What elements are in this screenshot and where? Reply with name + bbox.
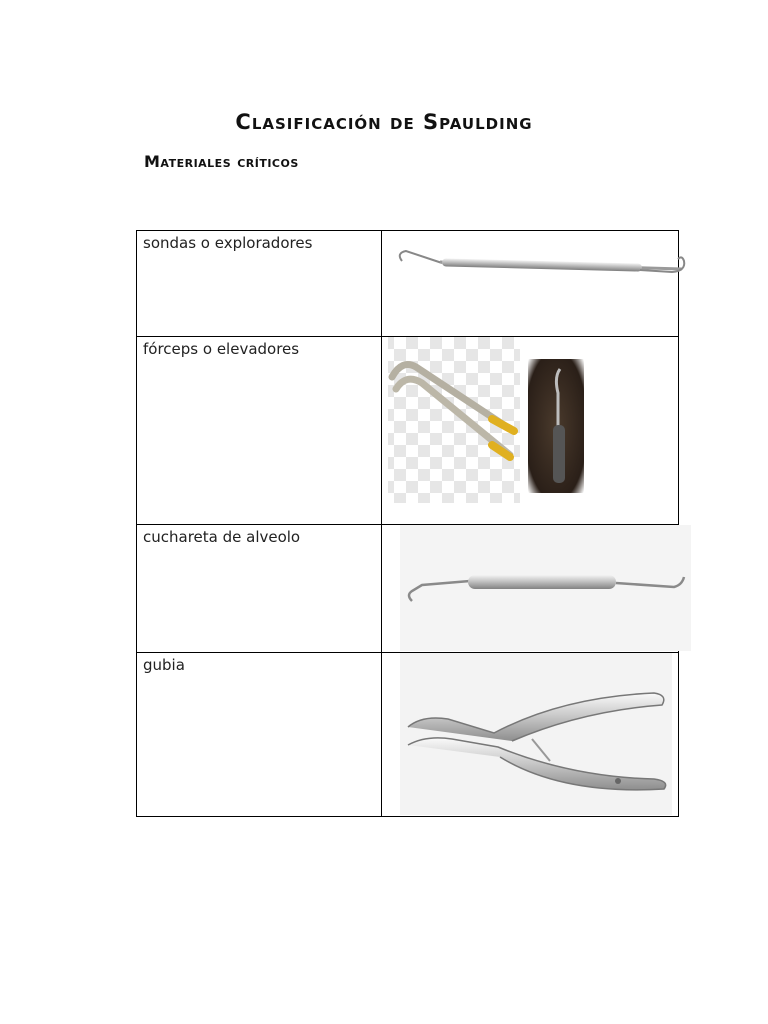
bone-rongeur-icon bbox=[382, 653, 691, 815]
section-heading: Materiales críticos bbox=[144, 152, 299, 171]
instrument-name: gubia bbox=[137, 653, 382, 817]
table-row bbox=[137, 231, 679, 337]
table-row bbox=[137, 525, 679, 653]
instrument-image-cell bbox=[382, 337, 679, 525]
dental-explorer-icon bbox=[382, 231, 691, 335]
table-row bbox=[137, 653, 679, 817]
instrument-name: sondas o exploradores bbox=[137, 231, 382, 337]
forceps-elevator-icon bbox=[382, 337, 691, 523]
instruments-table bbox=[136, 230, 679, 817]
instrument-image-cell bbox=[382, 653, 679, 817]
instrument-name: fórceps o elevadores bbox=[137, 337, 382, 525]
instrument-name: cuchareta de alveolo bbox=[137, 525, 382, 653]
page-title: Clasificación de Spaulding bbox=[235, 110, 533, 134]
table-row bbox=[137, 337, 679, 525]
instrument-image-cell bbox=[382, 525, 679, 653]
alveolar-curette-icon bbox=[382, 525, 691, 651]
instrument-image-cell bbox=[382, 231, 679, 337]
